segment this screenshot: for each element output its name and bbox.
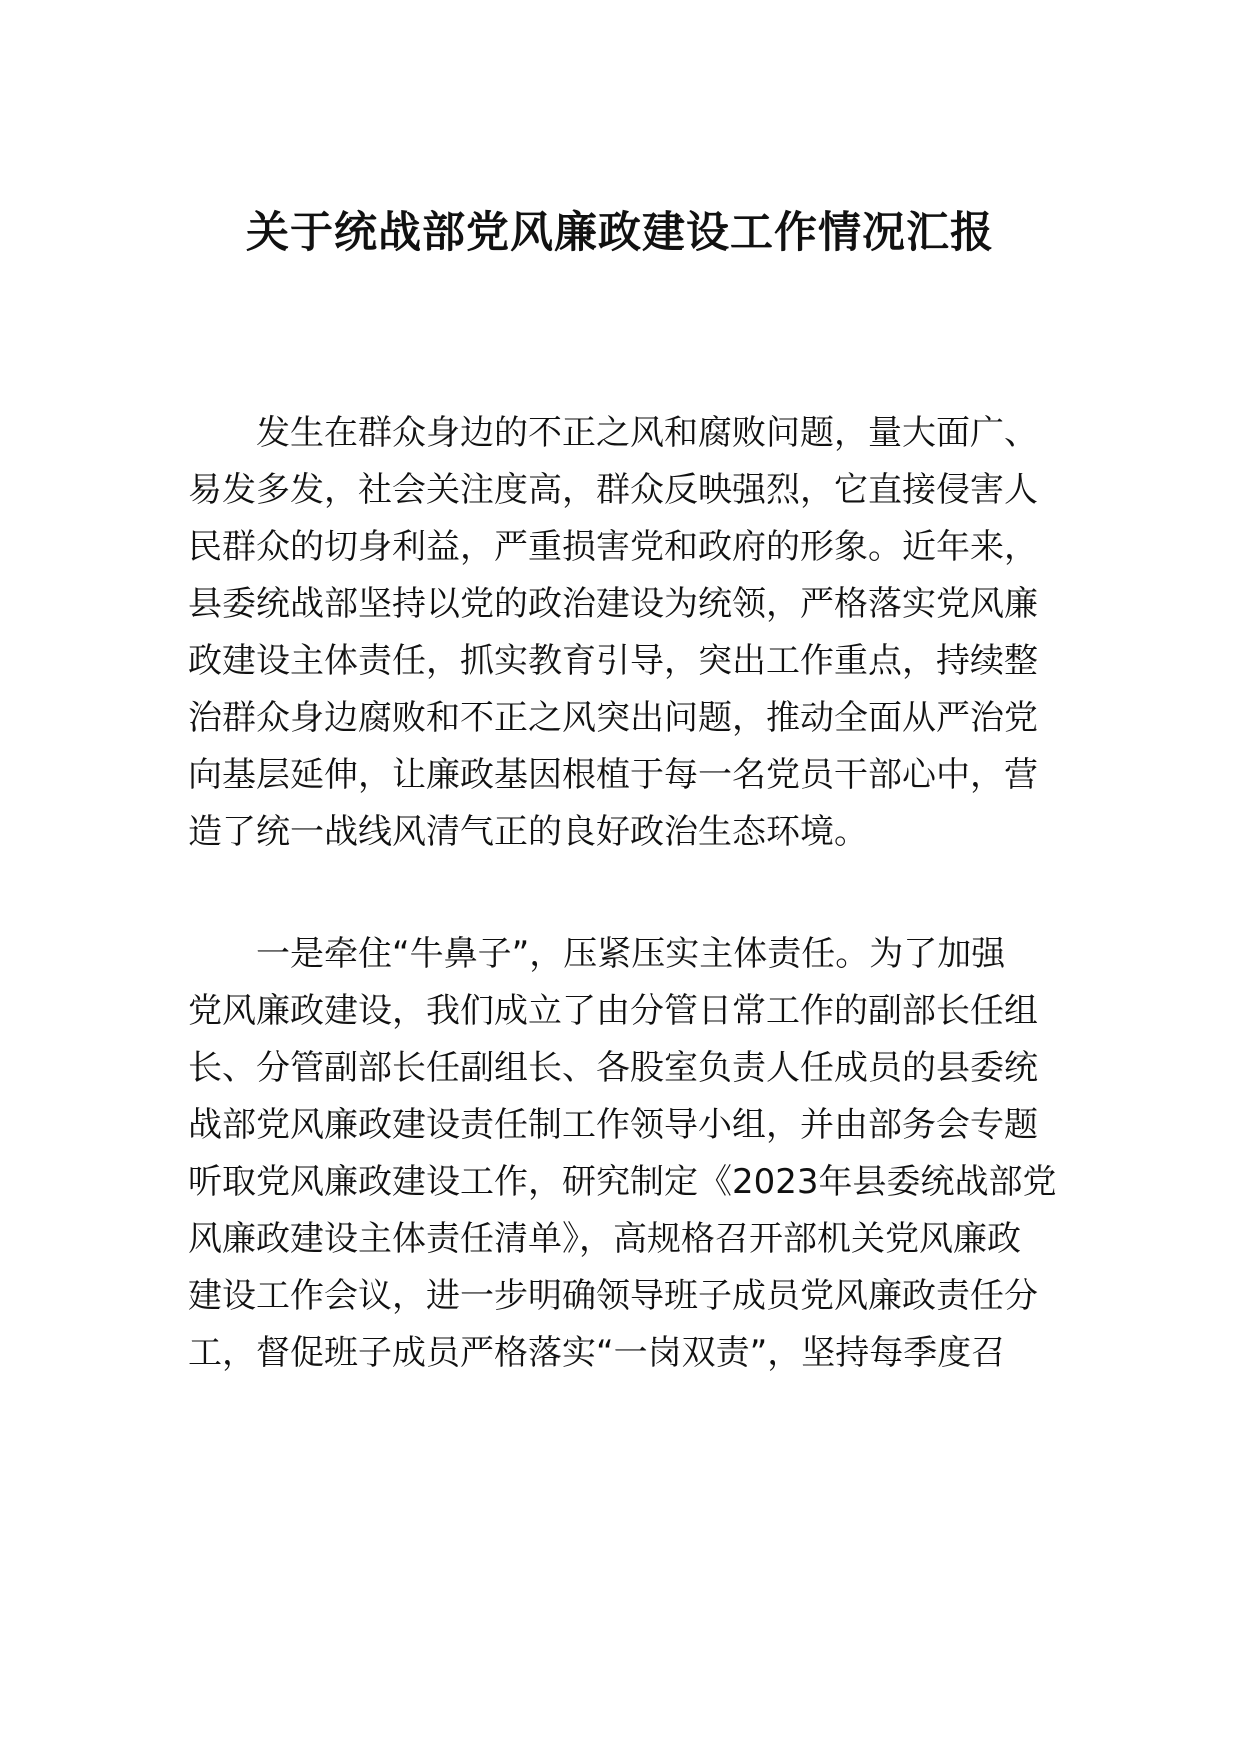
paragraph-1-line-3: 民群众的切身利益，严重损害党和政府的形象。近年来， xyxy=(188,527,1038,567)
paragraph-2-line-2: 党风廉政建设，我们成立了由分管日常工作的副部长任组 xyxy=(188,991,1038,1031)
paragraph-2-line-7: 建设工作会议，进一步明确领导班子成员党风廉政责任分 xyxy=(188,1276,1038,1316)
paragraph-1-line-7: 向基层延伸，让廉政基因根植于每一名党员干部心中，营 xyxy=(188,755,1038,795)
paragraph-1-line-4: 县委统战部坚持以党的政治建设为统领，严格落实党风廉 xyxy=(188,584,1038,624)
paragraph-1-line-8: 造了统一战线风清气正的良好政治生态环境。 xyxy=(188,812,868,852)
paragraph-2-line-6: 风廉政建设主体责任清单》，高规格召开部机关党风廉政 xyxy=(188,1219,1021,1259)
paragraph-2-line-8: 工，督促班子成员严格落实“一岗双责”，坚持每季度召 xyxy=(188,1333,1006,1373)
paragraph-2-line-4: 战部党风廉政建设责任制工作领导小组，并由部务会专题 xyxy=(188,1105,1038,1145)
document-title: 关于统战部党风廉政建设工作情况汇报 xyxy=(246,208,994,258)
paragraph-1-line-5: 政建设主体责任，抓实教育引导，突出工作重点，持续整 xyxy=(188,641,1038,681)
paragraph-1-line-1: 发生在群众身边的不正之风和腐败问题，量大面广、 xyxy=(256,413,1038,453)
paragraph-2-line-5: 听取党风廉政建设工作，研究制定《2023年县委统战部党 xyxy=(188,1162,1057,1202)
paragraph-2-line-1: 一是牵住“牛鼻子”，压紧压实主体责任。为了加强 xyxy=(256,934,1006,974)
paragraph-2-line-3: 长、分管副部长任副组长、各股室负责人任成员的县委统 xyxy=(188,1048,1038,1088)
paragraph-1-line-2: 易发多发，社会关注度高，群众反映强烈，它直接侵害人 xyxy=(188,470,1038,510)
paragraph-1-line-6: 治群众身边腐败和不正之风突出问题，推动全面从严治党 xyxy=(188,698,1038,738)
